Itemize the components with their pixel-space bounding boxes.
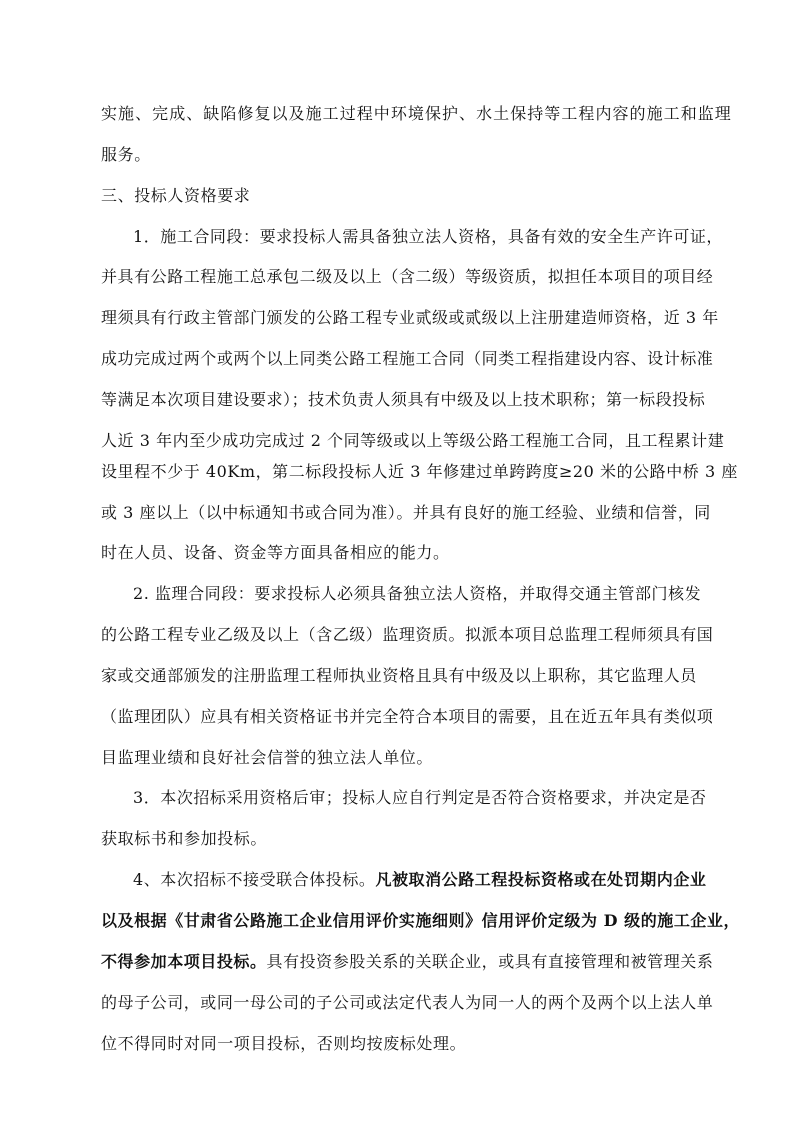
paragraph-line: 实施、完成、缺陷修复以及施工过程中环境保护、水土保持等工程内容的施工和监理 [101,104,732,123]
paragraph-line: 时在人员、设备、资金等方面具备相应的能力。 [101,543,450,562]
paragraph-line [133,870,706,890]
paragraph-line: 2. 监理合同段：要求投标人必须具备独立法人资格，并取得交通主管部门核发 [133,584,702,603]
paragraph-line: 人近 3 年内至少成功完成过 2 个同等级或以上等级公路工程施工合同，且工程累计建 [101,431,725,450]
paragraph-line: 服务。 [101,145,151,164]
bold-text: 凡被取消公路工程投标资格或在处罚期内企业 [375,870,707,889]
paragraph-line: 理须具有行政主管部门颁发的公路工程专业贰级或贰级以上注册建造师资格，近 3 年 [101,308,719,327]
paragraph-line: 的母子公司，或同一母公司的子公司或法定代表人为同一人的两个及两个以上法人单 [101,993,714,1012]
paragraph-line: 1．施工合同段：要求投标人需具备独立法人资格，具备有效的安全生产许可证， [133,227,723,246]
paragraph-line: 获取标书和参加投标。 [101,829,268,848]
paragraph-line: （监理团队）应具有相关资格证书并完全符合本项目的需要，且在近五年具有类似项 [101,707,714,726]
paragraph-line: 的公路工程专业乙级及以上（含乙级）监理资质。拟派本项目总监理工程师须具有国 [101,625,714,644]
paragraph-line: 位不得同时对同一项目投标，否则均按废标处理。 [101,1034,467,1053]
paragraph-line: 设里程不少于 40Km，第二标段投标人近 3 年修建过单跨跨度≥20 米的公路中桥 3 座 [101,462,738,481]
paragraph-line: 以及根据《甘肃省公路施工企业信用评价实施细则》信用评价定级为 D 级的施工企业， [101,911,741,930]
paragraph-line: 成功完成过两个或两个以上同类公路工程施工合同（同类工程指建设内容、设计标准 [101,349,714,368]
paragraph-line [101,952,713,972]
paragraph-line: 目监理业绩和良好社会信誉的独立法人单位。 [101,748,434,767]
paragraph-line: 并具有公路工程施工总承包二级及以上（含二级）等级资质，拟担任本项目的项目经 [101,267,714,286]
paragraph-line: 家或交通部颁发的注册监理工程师执业资格且具有中级及以上职称，其它监理人员 [101,666,697,685]
paragraph-line: 或 3 座以上（以中标通知书或合同为准）。并具有良好的施工经验、业绩和信誉，同 [101,503,711,522]
bold-text: 不得参加本项目投标。 [101,952,267,971]
paragraph-line: 等满足本次项目建设要求）；技术负责人须具有中级及以上技术职称；第一标段投标 [101,390,706,409]
section-heading: 三、投标人资格要求 [101,186,251,205]
plain-text: 4、本次招标不接受联合体投标。 [133,870,376,889]
paragraph-line: 3．本次招标采用资格后审；投标人应自行判定是否符合资格要求，并决定是否 [133,788,707,807]
plain-text: 具有投资参股关系的关联企业，或具有直接管理和被管理关系 [266,952,714,971]
